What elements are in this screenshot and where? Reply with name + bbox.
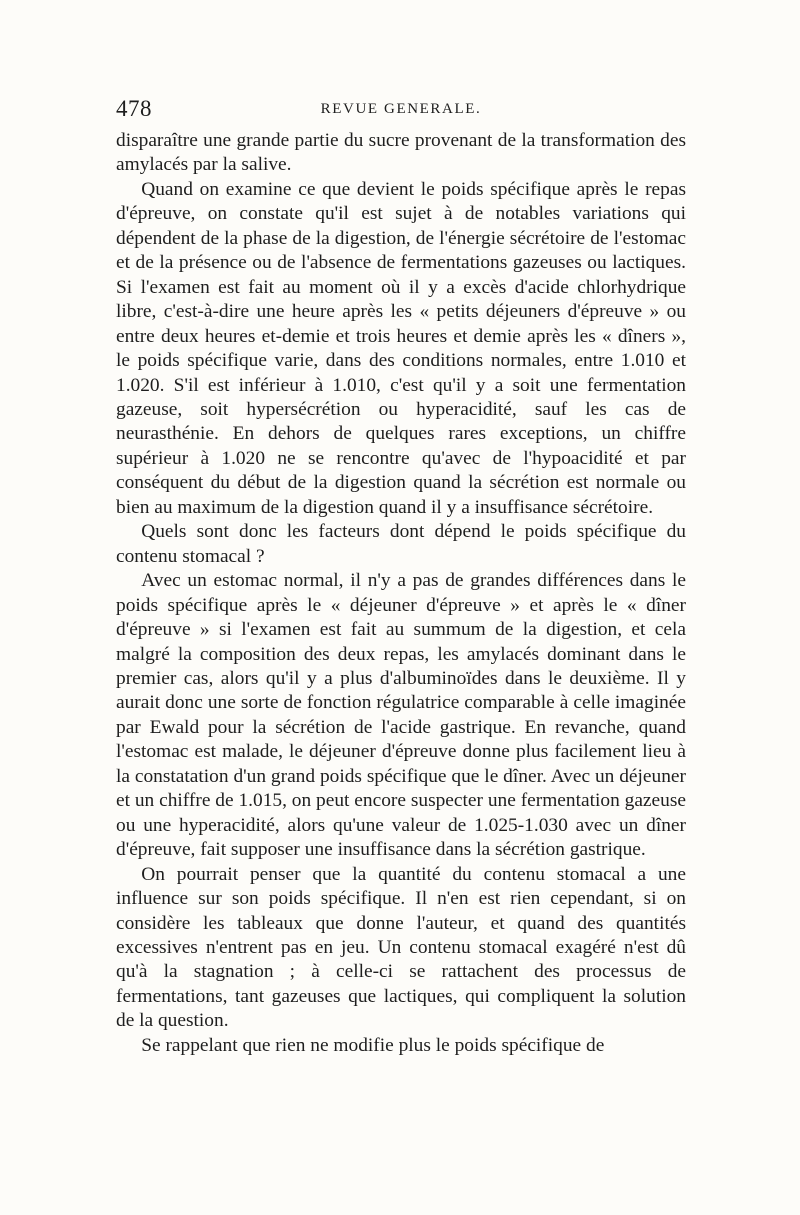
paragraph: Quels sont donc les facteurs dont dépend le poids spécifique du contenu stomacal ? [116, 521, 686, 567]
page-number: 478 [116, 96, 152, 121]
paragraph-continued: disparaître une grande partie du sucre provenant de la transformation des amylacés par la salive. [116, 130, 686, 176]
paragraph: Avec un estomac normal, il n'y a pas de grandes différences dans le poids spécifique après le « déjeuner d'épreuve » et après le « dîner d'épreuve » si l'examen est fait au summum de la digestion, et cela malgré la composition des deux repas, les amylacés dominant dans le premier cas, alors qu'il y a plus d'albuminoïdes dans le deuxième. Il y aurait donc une sorte de fonction régulatrice comparable à celle imaginée par Ewald pour la sécrétion de l'acide gastrique. En revanche, quand l'estomac est malade, le déjeuner d'épreuve donne plus facilement lieu à la constatation d'un grand poids spécifique que le dîner. Avec un déjeuner et un chiffre de 1.015, on peut encore suspecter une fermentation gazeuse ou une hyperacidité, alors qu'une valeur de 1.025-1.030 avec un dîner d'épreuve, fait supposer une insuffisance dans la sécrétion gastrique. [116, 570, 686, 861]
paragraph: Quand on examine ce que devient le poids spécifique après le repas d'épreuve, on constate qu'il est sujet à de notables variations qui dépendent de la phase de la digestion, de l'énergie sécrétoire de l'estomac et de la présence ou de l'absence de fermentations gazeuses ou lactiques. Si l'examen est fait au moment où il y a excès d'acide chlorhydrique libre, c'est-à-dire une heure après les « petits déjeuners d'épreuve » ou entre deux heures et-demie et trois heures et demie après les « dîners », le poids spécifique varie, dans des conditions normales, entre 1.010 et 1.020. S'il est inférieur à 1.010, c'est qu'il y a soit une fermentation gazeuse, soit hypersécrétion ou hyperacidité, sauf les cas de neurasthénie. En dehors de quelques rares exceptions, un chiffre supérieur à 1.020 ne se rencontre qu'avec de l'hypoacidité et par conséquent du début de la digestion quand la sécrétion est normale ou bien au maximum de la digestion quand il y a insuffisance sécrétoire. [116, 178, 686, 518]
running-head [116, 96, 686, 122]
paragraph: Se rappelant que rien ne modifie plus le poids spécifique de [141, 1034, 605, 1056]
paragraph: On pourrait penser que la quantité du contenu stomacal a une influence sur son poids spécifique. Il n'en est rien cependant, si on considère les tableaux que donne l'auteur, et quand des quantités excessives n'entrent pas en jeu. Un contenu stomacal exagéré n'est dû qu'à la stagnation ; à celle-ci se rattachent des processus de fermentations, tant gazeuses que lactiques, qui compliquent la solution de la question. [116, 863, 686, 1032]
body-text [116, 129, 686, 1058]
running-title: REVUE GENERALE. [320, 101, 482, 117]
